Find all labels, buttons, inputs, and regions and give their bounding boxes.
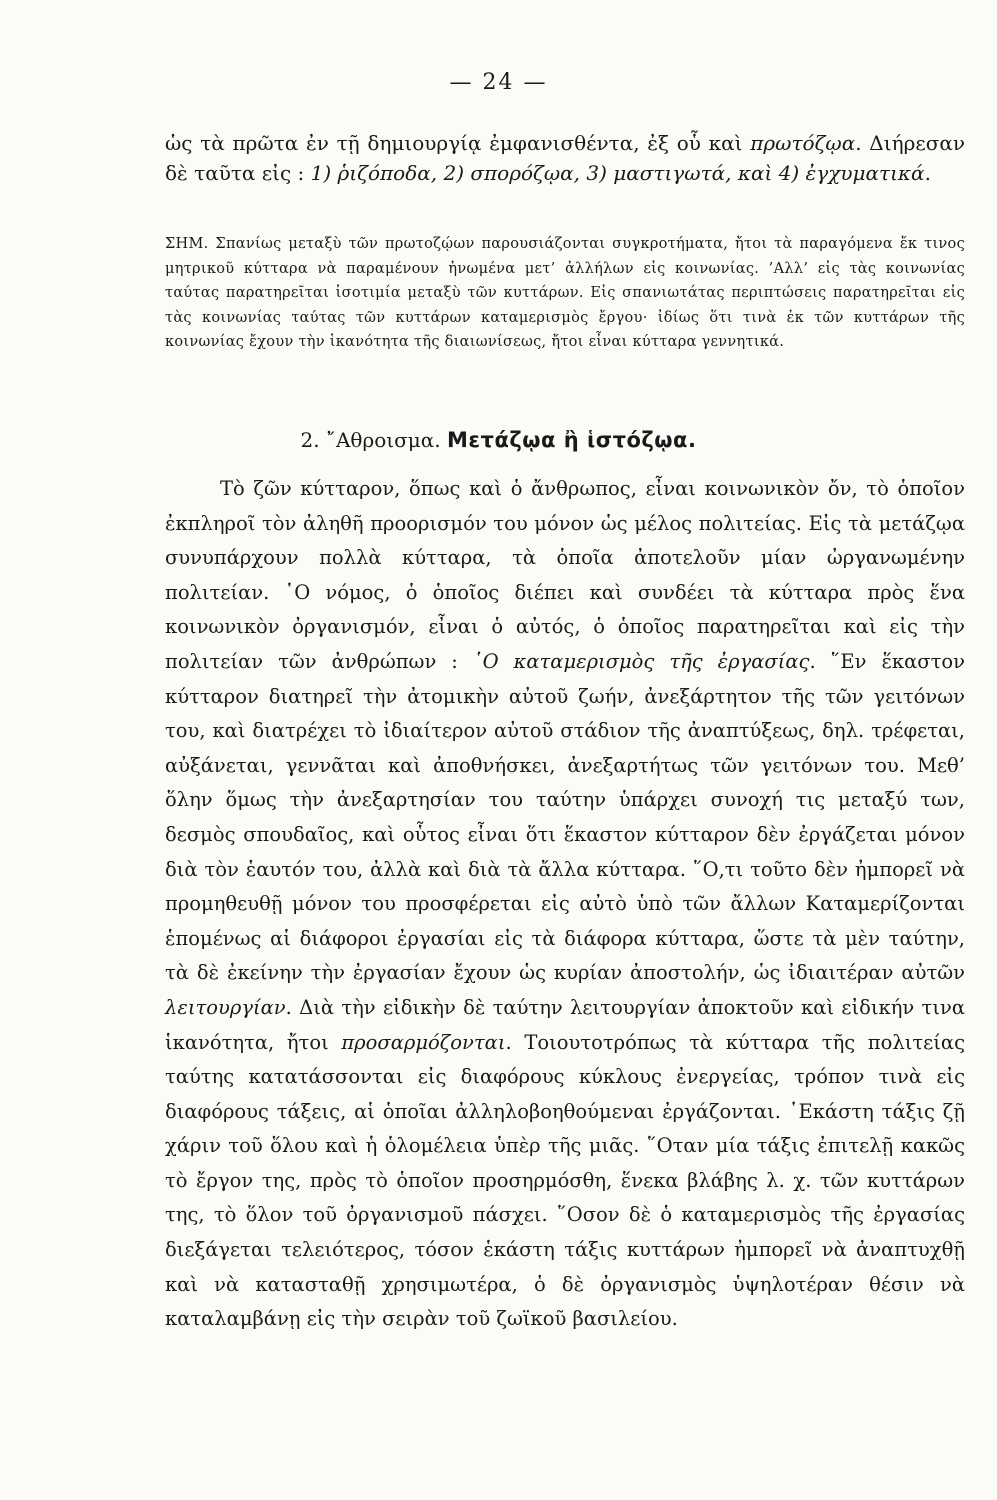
- intro-classes: 1) ῥιζόποδα, 2) σπορόζῳα, 3) μαστιγωτά, καὶ 4) ἐγχυματικά: [310, 161, 925, 185]
- body-section: [165, 472, 965, 1337]
- note-text: ΣΗΜ. Σπανίως μεταξὺ τῶν πρωτοζῴων παρουσιάζονται συγκροτήματα, ἤτοι τὰ παραγόμενα ἔκ τινος μητρικοῦ κύτταρα νὰ παραμένουν ἡνωμένα μετ’ ἀλλήλων εἰς κοινωνίας. ’Αλλ’ εἰς τὰς κοινωνίας ταύτας παρατηρεῖται ἰσοτιμία μεταξὺ τῶν κυττάρων. Εἰς σπανιωτάτας περιπτώσεις παρατηρεῖται εἰς τὰς κοινωνίας ταύτας τῶν κυττάρων καταμερισμὸς ἔργου· ἰδίως ὅτι τινὰ ἐκ τῶν κυττάρων τῆς κοινωνίας ἔχουν τὴν ἱκανότητα τῆς διαιωνίσεως, ἤτοι εἶναι κύτταρα γεννητικά.: [165, 236, 965, 350]
- intro-paragraph: [165, 128, 965, 188]
- body-part-4: . Τοιουτοτρόπως τὰ κύτταρα τῆς πολιτείας ταύτης κατατάσσονται εἰς διαφόρους κύκλους ἐνεργείας, τρόπον τινὰ εἰς διαφόρους τάξεις, αἱ ὁποῖαι ἀλληλοβοηθούμεναι ἐργάζονται. ῾Εκάστη τάξις ζῇ χάριν τοῦ ὅλου καὶ ἡ ὁλομέλεια ὑπὲρ τῆς μιᾶς. ῞Οταν μία τάξις ἐπιτελῇ κακῶς τὸ ἔργον της, πρὸς τὸ ὁποῖον προσηρμόσθη, ἕνεκα βλάβης λ. χ. τῶν κυττάρων της, τὸ ὅλον τοῦ ὀργανισμοῦ πάσχει. ῞Οσον δὲ ὁ καταμερισμὸς τῆς ἐργασίας διεξάγεται τελειότερος, τόσον ἑκάστη τάξις κυττάρων ἠμπορεῖ νὰ ἀναπτυχθῇ καὶ νὰ κατασταθῇ χρησιμωτέρα, ὁ δὲ ὀργανισμὸς ὑψηλοτέραν θέσιν νὰ καταλαμβάνῃ εἰς τὴν σειρὰν τοῦ ζωϊκοῦ βασιλείου.: [165, 1030, 965, 1331]
- section-heading: [0, 428, 997, 452]
- intro-term: πρωτόζῳα: [750, 131, 856, 155]
- body-term-1: ῾Ο καταμερισμὸς τῆς ἐργασίας: [472, 649, 810, 673]
- heading-title: Μετάζῳα ἢ ἱστόζῳα.: [446, 428, 697, 452]
- body-term-3: προσαρμόζονται: [341, 1030, 506, 1054]
- body-term-2: λειτουργίαν: [165, 995, 286, 1019]
- intro-text-before: ὡς τὰ πρῶτα ἐν τῇ δημιουργίᾳ ἐμφανισθέντα, ἐξ οὗ καὶ: [165, 131, 751, 155]
- intro-text-end: .: [924, 161, 931, 185]
- note-paragraph: [165, 232, 965, 355]
- heading-number: 2. ῎Αθροισμα.: [300, 428, 441, 452]
- body-paragraph: [165, 472, 965, 1337]
- page-number: — 24 —: [449, 70, 548, 95]
- intro-text: [165, 128, 965, 188]
- intro-text-mid: . Διήρεσαν δὲ ταῦτα εἰς :: [165, 131, 966, 185]
- body-part-3: . Διὰ τὴν εἰδικὴν δὲ ταύτην λειτουργίαν ἀποκτοῦν καὶ εἰδικήν τινα ἱκανότητα, ἤτοι: [165, 995, 965, 1054]
- body-part-1: Τὸ ζῶν κύτταρον, ὅπως καὶ ὁ ἄνθρωπος, εἶναι κοινωνικὸν ὄν, τὸ ὁποῖον ἐκπληροῖ τὸν ἀληθῆ προορισμόν του μόνον ὡς μέλος πολιτείας. Εἰς τὰ μετάζῳα συνυπάρχουν πολλὰ κύτταρα, τὰ ὁποῖα ἀποτελοῦν μίαν ὠργανωμένην πολιτείαν. ῾Ο νόμος, ὁ ὁποῖος διέπει καὶ συνδέει τὰ κύτταρα πρὸς ἕνα κοινωνικὸν ὀργανισμόν, εἶναι ὁ αὐτός, ὁ ὁποῖος παρατηρεῖται καὶ εἰς τὴν πολιτείαν τῶν ἀνθρώπων :: [165, 477, 965, 673]
- body-part-2: . ῞Εν ἕκαστον κύτταρον διατηρεῖ τὴν ἀτομικὴν αὐτοῦ ζωήν, ἀνεξάρτητον τῆς τῶν γειτόνων του, καὶ διατρέχει τὸ ἰδιαίτερον αὐτοῦ στάδιον τῆς ἀναπτύξεως, δηλ. τρέφεται, αὐξάνεται, γεννᾶται καὶ ἀποθνήσκει, ἀνεξαρτήτως τῶν γειτόνων του. Μεθ’ ὅλην ὅμως τὴν ἀνεξαρτησίαν του ταύτην ὑπάρχει συνοχή τις μεταξύ των, δεσμὸς σπουδαῖος, καὶ οὗτος εἶναι ὅτι ἕκαστον κύτταρον δὲν ἐργάζεται μόνον διὰ τὸν ἑαυτόν του, ἀλλὰ καὶ διὰ τὰ ἄλλα κύτταρα. ῞Ο,τι τοῦτο δὲν ἠμπορεῖ νὰ προμηθευθῇ μόνον του προσφέρεται εἰς αὐτὸ ὑπὸ τῶν ἄλλων Καταμερίζονται ἑπομένως αἱ διάφοροι ἐργασίαι εἰς τὰ διάφορα κύτταρα, ὥστε τὰ μὲν ταύτην, τὰ δὲ ἐκείνην τὴν ἐργασίαν ἔχουν ὡς κυρίαν ἀποστολήν, ὡς ἰδιαιτέραν αὐτῶν: [165, 649, 965, 985]
